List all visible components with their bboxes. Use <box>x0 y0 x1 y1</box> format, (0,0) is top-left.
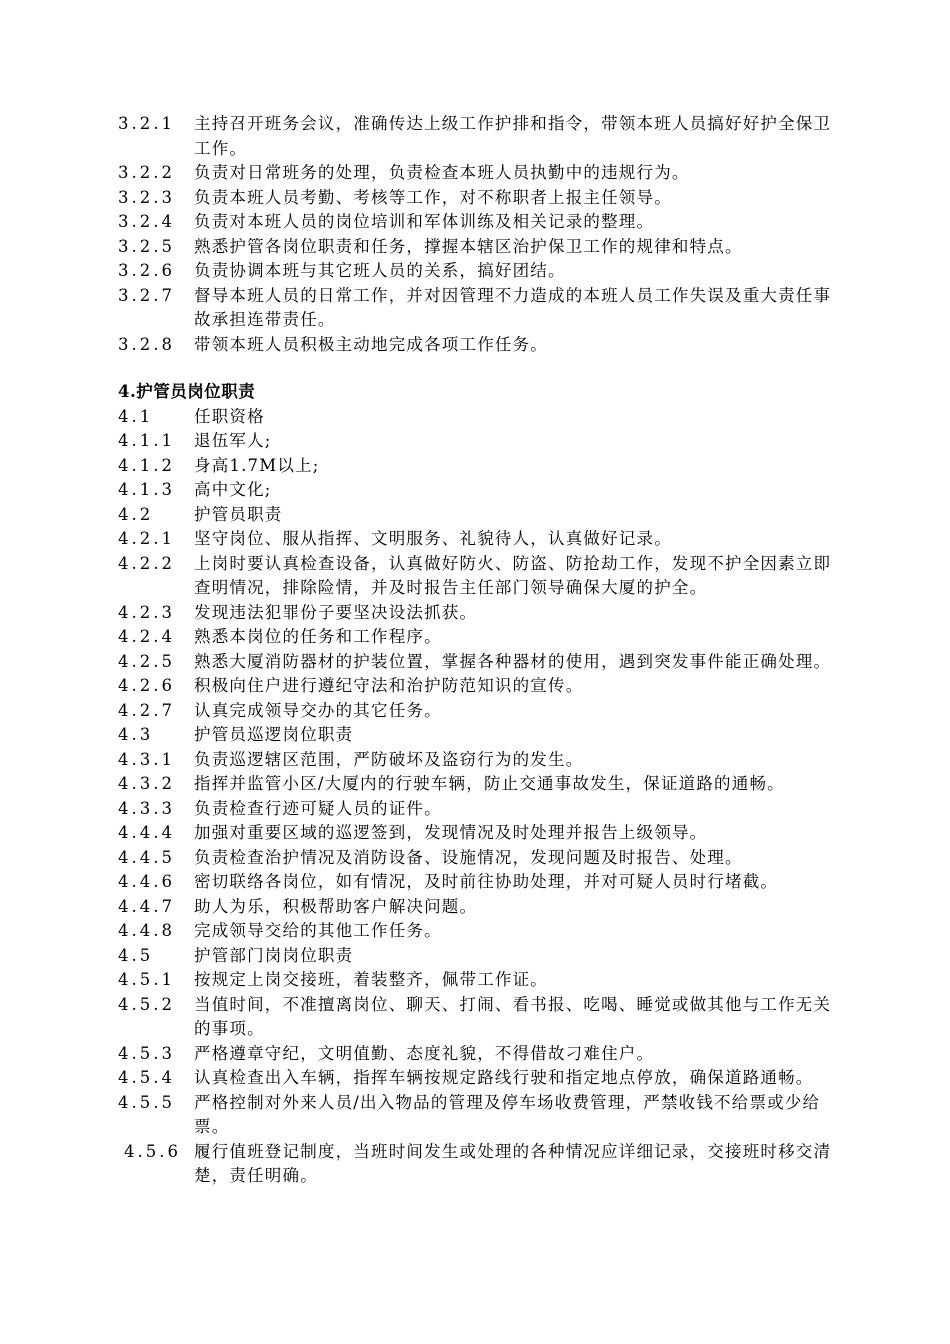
list-item <box>118 601 838 626</box>
list-item <box>118 429 838 454</box>
item-text: 任职资格 <box>194 406 265 426</box>
item-number: 4.5.6 <box>124 1141 181 1161</box>
item-number: 4.1.3 <box>118 480 175 499</box>
list-item <box>118 650 838 675</box>
item-text: 指挥并监管小区/大厦内的行驶车辆，防止交通事故发生，保证道路的通畅。 <box>194 774 785 793</box>
item-text: 督导本班人员的日常工作，并对因管理不力造成的本班人员工作失误及重大责任事故承担连带责任。 <box>194 285 832 329</box>
item-number: 3.2.1 <box>118 114 175 133</box>
item-number: 4.2.5 <box>118 651 175 671</box>
item-text: 带领本班人员积极主动地完成各项工作任务。 <box>194 334 548 354</box>
list-item <box>118 527 838 552</box>
list-item <box>118 161 838 186</box>
item-number: 4.4.4 <box>118 823 175 842</box>
item-text: 身高1.7M以上; <box>194 455 320 475</box>
section-4-list <box>118 405 838 1189</box>
item-number: 4.5.3 <box>118 1043 175 1063</box>
item-number: 4.5.5 <box>118 1092 175 1112</box>
item-text: 积极向住户进行遵纪守法和治护防范知识的宣传。 <box>194 676 584 695</box>
list-item <box>118 846 838 871</box>
item-text: 熟悉护管各岗位职责和任务，撑握本辖区治护保卫工作的规律和特点。 <box>194 236 743 256</box>
item-number: 4.1 <box>118 406 154 426</box>
item-number: 4.2.7 <box>118 700 175 720</box>
item-text: 护管部门岗岗位职责 <box>194 945 354 965</box>
item-text: 负责本班人员考勤、考核等工作，对不称职者上报主任领导。 <box>194 187 672 207</box>
item-number: 4.5 <box>118 945 154 965</box>
list-item <box>118 772 838 797</box>
item-number: 3.2.5 <box>118 236 175 256</box>
item-text: 发现违法犯罪份子要坚决设法抓获。 <box>194 602 478 622</box>
list-item <box>118 186 838 211</box>
item-number: 3.2.3 <box>118 187 175 207</box>
list-item <box>118 284 838 333</box>
item-text: 熟悉大厦消防器材的护装位置，掌握各种器材的使用，遇到突发事件能正确处理。 <box>194 651 832 671</box>
item-text: 当值时间，不准擅离岗位、聊天、打闹、看书报、吃喝、睡觉或做其他与工作无关的事项。 <box>194 994 832 1038</box>
item-number: 4.1.1 <box>118 431 175 450</box>
list-item <box>118 870 838 895</box>
item-number: 4.1.2 <box>118 455 175 475</box>
list-item <box>118 1140 838 1189</box>
item-text: 上岗时要认真检查设备，认真做好防火、防盗、防抢劫工作，发现不护全因素立即查明情况，排除险情，并及时报告主任部门领导确保大厦的护全。 <box>194 553 832 597</box>
item-text: 负责检查行迹可疑人员的证件。 <box>194 798 442 818</box>
item-number: 4.3.2 <box>118 774 175 793</box>
list-item <box>118 112 838 161</box>
item-text: 履行值班登记制度，当班时间发生或处理的各种情况应详细记录，交接班时移交清楚，责任明确。 <box>194 1141 832 1185</box>
item-number: 4.2.1 <box>118 529 175 548</box>
list-item <box>118 674 838 699</box>
item-number: 4.2.6 <box>118 676 175 695</box>
list-item <box>118 1066 838 1091</box>
item-text: 护管员巡逻岗位职责 <box>194 725 354 744</box>
item-text: 负责协调本班与其它班人员的关系，搞好团结。 <box>194 261 566 280</box>
list-item <box>118 821 838 846</box>
list-item <box>118 552 838 601</box>
item-text: 严格遵章守纪，文明值勤、态度礼貌，不得借故刁难住户。 <box>194 1043 655 1063</box>
item-text: 退伍军人; <box>194 431 272 450</box>
list-item <box>118 210 838 235</box>
item-number: 4.4.7 <box>118 896 175 916</box>
item-number: 4.2.4 <box>118 627 175 646</box>
item-number: 4.2.3 <box>118 602 175 622</box>
list-item <box>118 625 838 650</box>
item-number: 3.2.2 <box>118 163 175 182</box>
section-4-heading: 4.护管员岗位职责 <box>118 382 256 401</box>
item-text: 坚守岗位、服从指挥、文明服务、礼貌待人，认真做好记录。 <box>194 529 672 548</box>
list-item <box>118 723 838 748</box>
list-item <box>118 333 838 358</box>
section-3-list <box>118 112 838 357</box>
list-item <box>118 944 838 969</box>
item-text: 完成领导交给的其他工作任务。 <box>194 921 442 940</box>
item-text: 熟悉本岗位的任务和工作程序。 <box>194 627 442 646</box>
item-number: 3.2.7 <box>118 285 175 305</box>
item-text: 护管员职责 <box>194 504 283 524</box>
list-item <box>118 699 838 724</box>
item-text: 负责巡逻辖区范围，严防破坏及盗窃行为的发生。 <box>194 749 584 769</box>
item-text: 密切联络各岗位，如有情况，及时前往协助处理，并对可疑人员时行堵截。 <box>194 872 779 891</box>
item-number: 4.4.6 <box>118 872 175 891</box>
list-item <box>118 968 838 993</box>
item-number: 3.2.6 <box>118 261 175 280</box>
item-text: 负责检查治护情况及消防设备、设施情况，发现问题及时报告、处理。 <box>194 847 743 867</box>
list-item <box>118 1042 838 1067</box>
list-item <box>118 405 838 430</box>
item-number: 4.5.1 <box>118 970 175 989</box>
item-number: 4.4.5 <box>118 847 175 867</box>
item-number: 4.3 <box>118 725 154 744</box>
item-text: 认真检查出入车辆，指挥车辆按规定路线行驶和指定地点停放，确保道路通畅。 <box>194 1068 814 1087</box>
item-text: 高中文化; <box>194 480 272 499</box>
list-item <box>118 797 838 822</box>
item-number: 4.4.8 <box>118 921 175 940</box>
item-number: 4.2 <box>118 504 154 524</box>
document-body <box>118 112 838 1189</box>
item-text: 认真完成领导交办的其它任务。 <box>194 700 442 720</box>
list-item <box>118 919 838 944</box>
list-item <box>118 503 838 528</box>
item-text: 负责对本班人员的岗位培训和军体训练及相关记录的整理。 <box>194 212 655 231</box>
list-item <box>118 1091 838 1140</box>
list-item <box>118 478 838 503</box>
item-number: 3.2.8 <box>118 334 175 354</box>
list-item <box>118 235 838 260</box>
list-item <box>118 454 838 479</box>
item-text: 严格控制对外来人员/出入物品的管理及停车场收费管理，严禁收钱不给票或少给票。 <box>194 1092 821 1136</box>
item-number: 3.2.4 <box>118 212 175 231</box>
item-number: 4.5.2 <box>118 994 175 1014</box>
list-item <box>118 748 838 773</box>
item-text: 助人为乐，积极帮助客户解决问题。 <box>194 896 478 916</box>
item-text: 主持召开班务会议，准确传达上级工作护排和指令，带领本班人员搞好好护全保卫工作。 <box>194 114 832 158</box>
list-item <box>118 259 838 284</box>
item-text: 按规定上岗交接班，着装整齐，佩带工作证。 <box>194 970 548 989</box>
item-number: 4.5.4 <box>118 1068 175 1087</box>
list-item <box>118 895 838 920</box>
list-item <box>118 993 838 1042</box>
item-number: 4.3.1 <box>118 749 175 769</box>
item-number: 4.2.2 <box>118 553 175 573</box>
item-number: 4.3.3 <box>118 798 175 818</box>
item-text: 加强对重要区域的巡逻签到，发现情况及时处理并报告上级领导。 <box>194 823 708 842</box>
item-text: 负责对日常班务的处理，负责检查本班人员执勤中的违规行为。 <box>194 163 690 182</box>
